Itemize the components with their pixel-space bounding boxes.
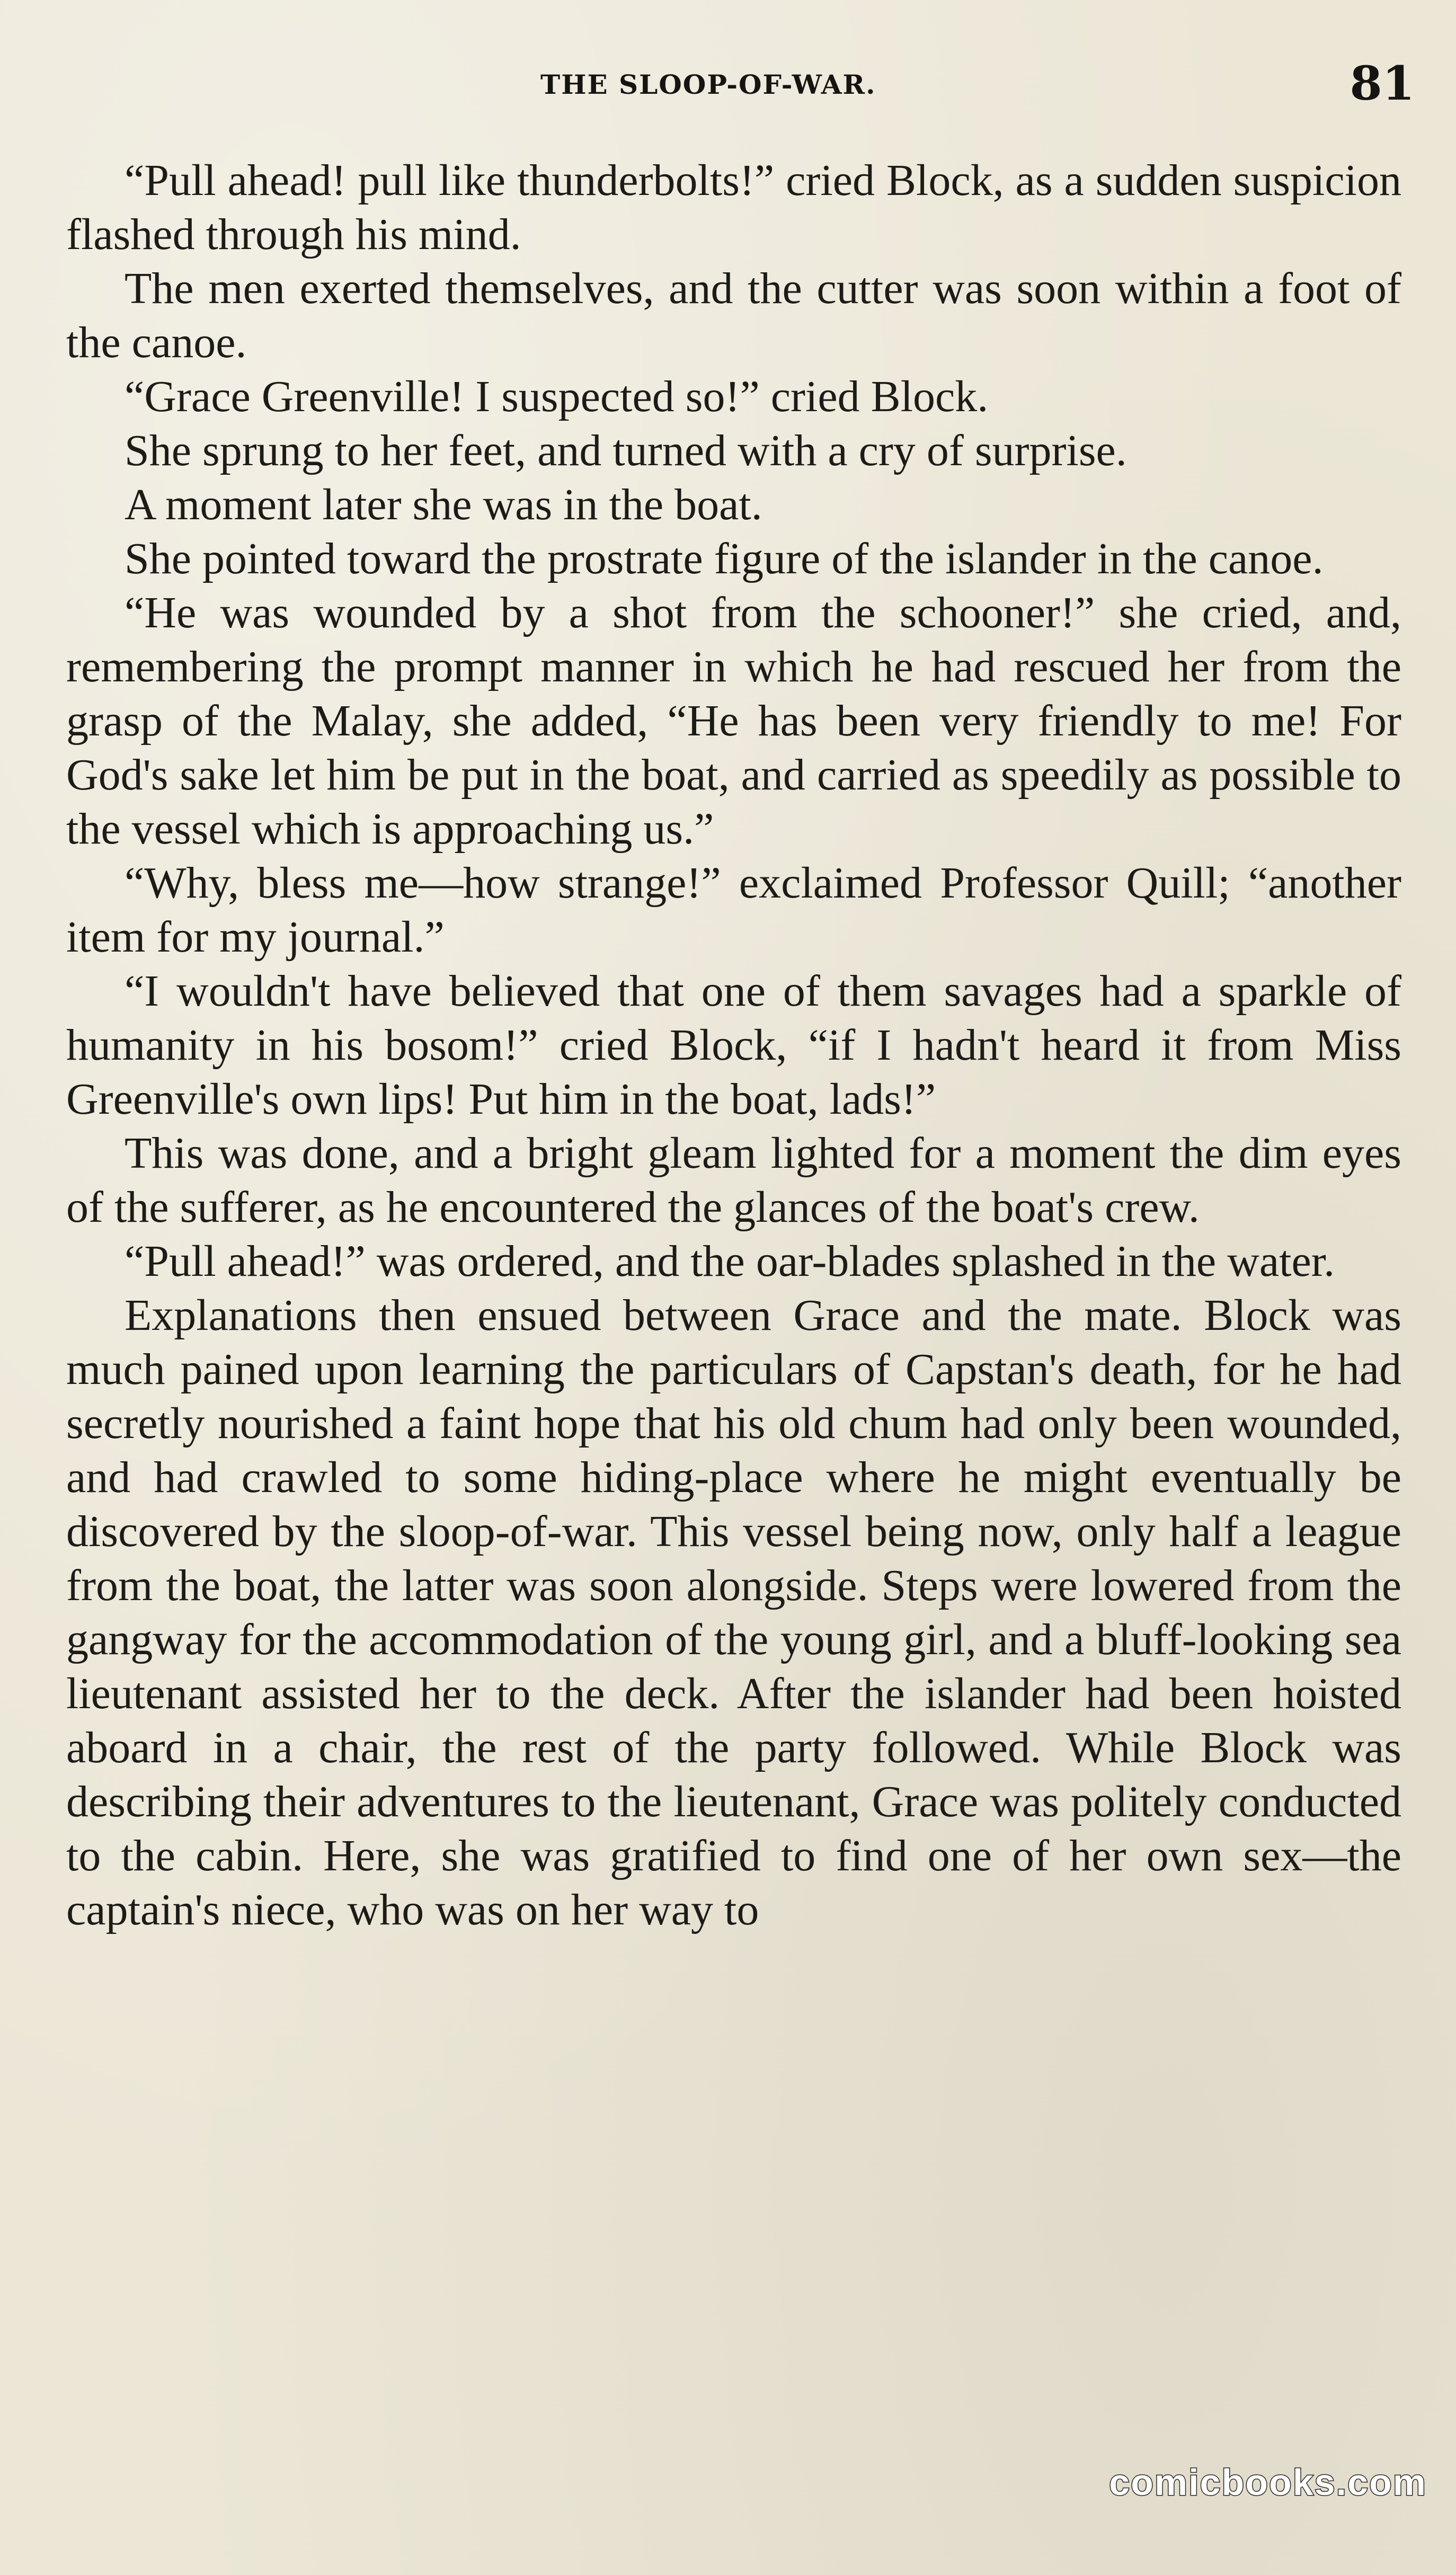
body-text bbox=[66, 154, 1401, 1937]
page-number: 81 bbox=[1350, 56, 1415, 111]
paragraph: “I wouldn't have believed that one of them savages had a sparkle of humanity in his bosom!” cried Block, “if I hadn't heard it from Miss Greenville's own lips! Put him in the boat, lads!” bbox=[66, 966, 1401, 1124]
paragraph: Explanations then ensued between Grace and the mate. Block was much pained upon learning the particulars of Capstan's death, for he had secretly nourished a faint hope that his old chum had only been wounded, and had crawled to some hiding-place where he might eventually be discovered by the sloop-of-war. This vessel being now, only half a league from the boat, the latter was soon alongside. Steps were lowered from the gangway for the accommodation of the young girl, and a bluff-looking sea lieutenant assisted her to the deck. After the islander had been hoisted aboard in a chair, the rest of the party followed. While Block was describing their adventures to the lieutenant, Grace was politely conducted to the cabin. Here, she was gratified to find one of her own sex—the captain's niece, who was on her way to bbox=[66, 1291, 1401, 1934]
paragraph: “Why, bless me—how strange!” exclaimed Professor Quill; “another item for my journal.” bbox=[66, 858, 1401, 962]
paragraph: She pointed toward the prostrate figure of the islander in the canoe. bbox=[125, 534, 1324, 583]
paragraph: She sprung to her feet, and turned with a cry of surprise. bbox=[125, 426, 1127, 475]
running-title: THE SLOOP-OF-WAR. bbox=[540, 69, 876, 100]
paragraph: “Grace Greenville! I suspected so!” cried Block. bbox=[125, 372, 989, 421]
paragraph: A moment later she was in the boat. bbox=[125, 480, 762, 529]
watermark-logo: comicbooks.com bbox=[1109, 2462, 1427, 2503]
paragraph: The men exerted themselves, and the cutter was soon within a foot of the canoe. bbox=[66, 264, 1401, 367]
paragraph: This was done, and a bright gleam lighted for a moment the dim eyes of the sufferer, as he encountered the glances of the boat's crew. bbox=[66, 1129, 1401, 1232]
paragraph: “Pull ahead!” was ordered, and the oar-blades splashed in the water. bbox=[125, 1237, 1335, 1286]
paragraph: “Pull ahead! pull like thunderbolts!” cried Block, as a sudden suspicion flashed through his mind. bbox=[66, 156, 1401, 259]
page-header bbox=[69, 50, 1415, 119]
paragraph: “He was wounded by a shot from the schooner!” she cried, and, remembering the prompt manner in which he had rescued her from the grasp of the Malay, she added, “He has been very friendly to me! For God's sake let him be put in the boat, and carried as speedily as possible to the vessel which is approaching us.” bbox=[66, 588, 1401, 854]
